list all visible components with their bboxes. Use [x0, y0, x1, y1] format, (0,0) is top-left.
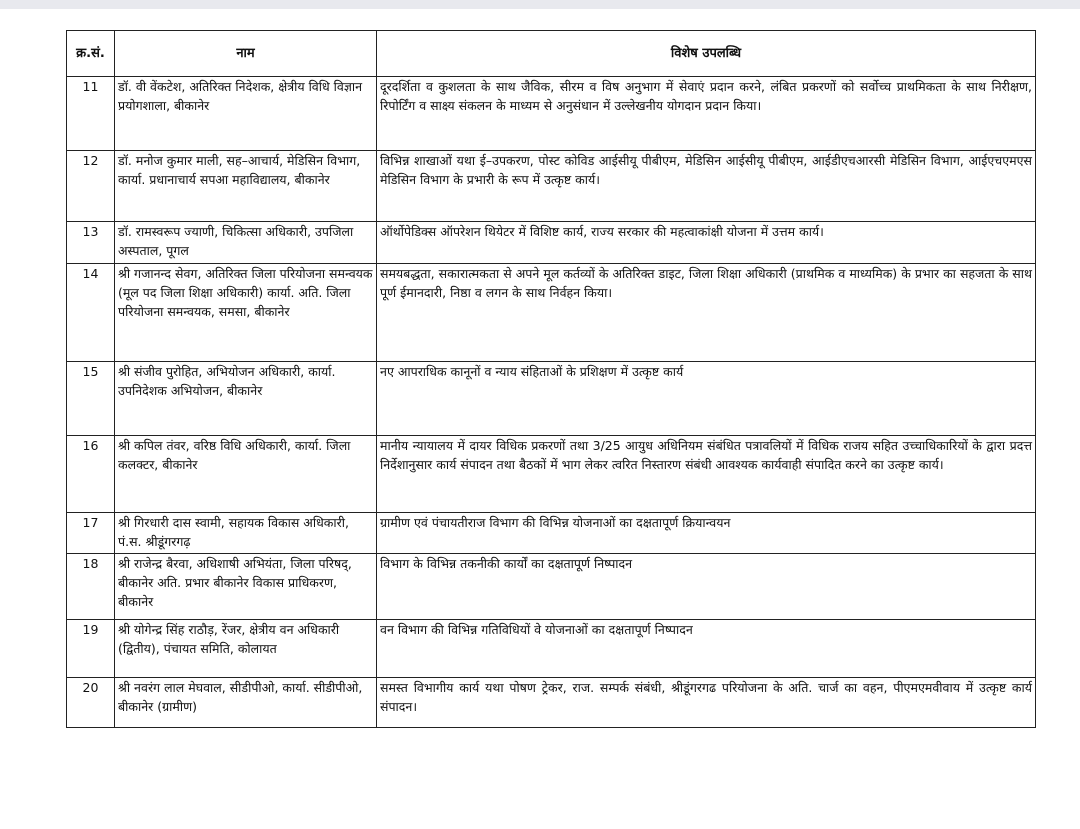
achievement-cell: नए आपराधिक कानूनों व न्याय संहिताओं के प्रशिक्षण में उत्कृष्ट कार्य: [377, 362, 1036, 436]
table-row: [67, 77, 1036, 151]
table-row: [67, 362, 1036, 436]
name-cell: डॉ. वी वेंकटेश, अतिरिक्त निदेशक, क्षेत्रीय विधि विज्ञान प्रयोगशाला, बीकानेर: [115, 77, 377, 151]
serial-number-cell: 14: [67, 264, 115, 362]
serial-number-cell: 12: [67, 151, 115, 222]
name-cell: श्री योगेन्द्र सिंह राठौड़, रेंजर, क्षेत्रीय वन अधिकारी (द्वितीय), पंचायत समिति, कोलायत: [115, 620, 377, 678]
serial-number-cell: 15: [67, 362, 115, 436]
achievement-cell: वन विभाग की विभिन्न गतिविधियों वे योजनाओं का दक्षतापूर्ण निष्पादन: [377, 620, 1036, 678]
table-row: [67, 554, 1036, 620]
header-name: नाम: [115, 31, 377, 77]
achievement-cell: समयबद्धता, सकारात्मकता से अपने मूल कर्तव्यों के अतिरिक्त डाइट, जिला शिक्षा अधिकारी (प्राथमिक व माध्यमिक) के प्रभार का सहजता के साथ पूर्ण ईमानदारी, निष्ठा व लगन के साथ निर्वहन किया।: [377, 264, 1036, 362]
serial-number-cell: 11: [67, 77, 115, 151]
table-header-row: [67, 31, 1036, 77]
table-row: [67, 264, 1036, 362]
name-cell: श्री राजेन्द्र बैरवा, अधिशाषी अभियंता, जिला परिषद्, बीकानेर अति. प्रभार बीकानेर विकास प्राधिकरण, बीकानेर: [115, 554, 377, 620]
serial-number-cell: 18: [67, 554, 115, 620]
name-cell: श्री गिरधारी दास स्वामी, सहायक विकास अधिकारी, पं.स. श्रीडूंगरगढ़: [115, 513, 377, 554]
header-achievement: विशेष उपलब्धि: [377, 31, 1036, 77]
achievement-cell: दूरदर्शिता व कुशलता के साथ जैविक, सीरम व विष अनुभाग में सेवाएं प्रदान करने, लंबित प्रकरणों को सर्वोच्च प्राथमिकता के साथ निरीक्षण, रिपोर्टिंग व साक्ष्य संकलन के माध्यम से अनुसंधान में उल्लेखनीय योगदान प्रदान किया।: [377, 77, 1036, 151]
name-cell: श्री गजानन्द सेवग, अतिरिक्त जिला परियोजना समन्वयक (मूल पद जिला शिक्षा अधिकारी) कार्या. अति. जिला परियोजना समन्वयक, समसा, बीकानेर: [115, 264, 377, 362]
serial-number-cell: 16: [67, 436, 115, 513]
serial-number-cell: 17: [67, 513, 115, 554]
achievement-cell: समस्त विभागीय कार्य यथा पोषण ट्रेकर, राज. सम्पर्क संबंधी, श्रीडूंगरगढ परियोजना के अति. चार्ज का वहन, पीएमएमवीवाय में उत्कृष्ट कार्य संपादन।: [377, 678, 1036, 728]
honours-table: [66, 30, 1036, 728]
serial-number-cell: 13: [67, 222, 115, 264]
achievement-cell: ऑर्थोपेडिक्स ऑपरेशन थियेटर में विशिष्ट कार्य, राज्य सरकार की महत्वाकांक्षी योजना में उत्तम कार्य।: [377, 222, 1036, 264]
achievement-cell: ग्रामीण एवं पंचायतीराज विभाग की विभिन्न योजनाओं का दक्षतापूर्ण क्रियान्वयन: [377, 513, 1036, 554]
table-row: [67, 513, 1036, 554]
table-row: [67, 620, 1036, 678]
table-row: [67, 436, 1036, 513]
header-serial-number: क्र.सं.: [67, 31, 115, 77]
achievement-cell: विभाग के विभिन्न तकनीकी कार्यों का दक्षतापूर्ण निष्पादन: [377, 554, 1036, 620]
name-cell: श्री संजीव पुरोहित, अभियोजन अधिकारी, कार्या. उपनिदेशक अभियोजन, बीकानेर: [115, 362, 377, 436]
table-row: [67, 678, 1036, 728]
name-cell: डॉ. रामस्वरूप ज्याणी, चिकित्सा अधिकारी, उपजिला अस्पताल, पूगल: [115, 222, 377, 264]
name-cell: श्री कपिल तंवर, वरिष्ठ विधि अधिकारी, कार्या. जिला कलक्टर, बीकानेर: [115, 436, 377, 513]
serial-number-cell: 19: [67, 620, 115, 678]
name-cell: डॉ. मनोज कुमार माली, सह–आचार्य, मेडिसिन विभाग, कार्या. प्रधानाचार्य सपआ महाविद्यालय, बीकानेर: [115, 151, 377, 222]
table-row: [67, 222, 1036, 264]
serial-number-cell: 20: [67, 678, 115, 728]
achievement-cell: विभिन्न शाखाओं यथा ई–उपकरण, पोस्ट कोविड आईसीयू पीबीएम, मेडिसिन आईसीयू पीबीएम, आईडीएचआरसी मेडिसिन विभाग, आईएचएमएस मेडिसिन विभाग के प्रभारी के रूप में उत्कृष्ट कार्य।: [377, 151, 1036, 222]
achievement-cell: मानीय न्यायालय में दायर विधिक प्रकरणों तथा 3/25 आयुध अधिनियम संबंधित पत्रावलियों में विधिक राजय सहित उच्चाधिकारियों के द्वारा प्रदत्त निर्देशानुसार कार्य संपादन तथा बैठकों में भाग लेकर त्वरित निस्तारण संबंधी आवश्यक कार्यवाही संपादित करने का उत्कृष्ट कार्य।: [377, 436, 1036, 513]
name-cell: श्री नवरंग लाल मेघवाल, सीडीपीओ, कार्या. सीडीपीओ, बीकानेर (ग्रामीण): [115, 678, 377, 728]
top-edge-band: [0, 0, 1080, 9]
table-row: [67, 151, 1036, 222]
